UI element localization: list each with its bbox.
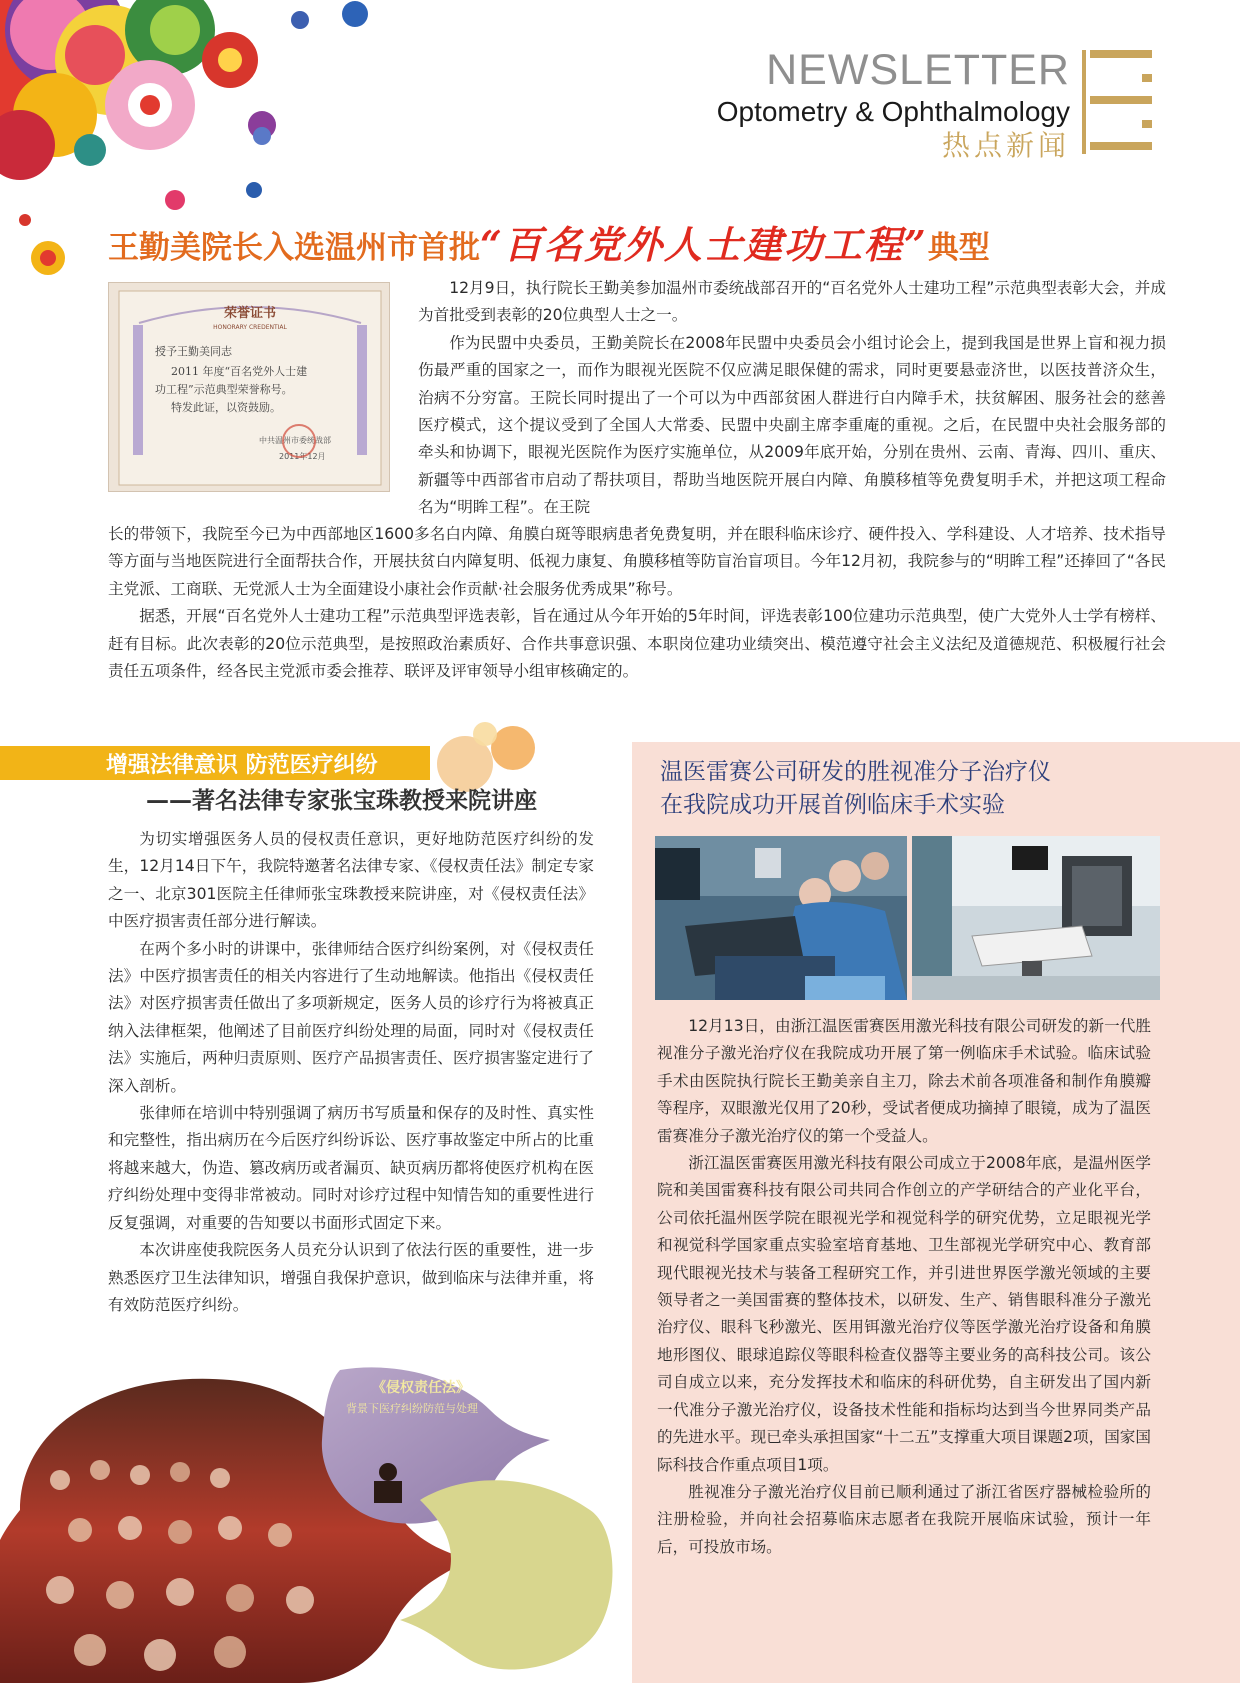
cert-heading-en: HONORARY CREDENTIAL [213,324,287,331]
article2-paragraph-2: 在两个多小时的讲课中，张律师结合医疗纠纷案例，对《侵权责任法》中医疗损害责任的相关内容进行了生动地解读。他指出《侵权责任法》对医疗损害责任做出了多项新规定，医务人员的诊疗行为将被真正纳入法律框架，他阐述了目前医疗纠纷处理的局面，同时对《侵权责任法》实施后，两种归责原则、医疗产品损害责任、医疗损害鉴定进行了深入剖析。 [108,939,594,1095]
cert-heading: 荣誉证书 [223,306,277,321]
cert-line-3: 功工程”示范典型荣誉称号。 [155,383,293,396]
article2-subtitle: ——著名法律专家张宝珠教授来院讲座 [146,788,537,814]
cert-line-4: 特发此证，以资鼓励。 [171,401,281,414]
article1-paragraph-2: 作为民盟中央委员，王勤美院长在2008年民盟中央委员会小组讨论会上，提到我国是世界上盲和视力损伤最严重的国家之一，而作为眼视光医院不仅应满足眼保健的需求，同时更要悬壶济世，以医技普济众生，治病不分穷富。王院长同时提出了一个可以为中西部贫困人群进行白内障手术，扶贫解困、服务社会的慈善医疗模式，这个提议受到了全国人大常委、民盟中央副主席李重庵的重视。之后，在民盟中央社会服务部的牵头和协调下，眼视光医院作为医疗实施单位，从2009年底开始，分别在贵州、云南、青海、四川、重庆、新疆等中西部省市启动了帮扶项目，帮助当地医院开展白内障、角膜移植等免费复明手术，并把这项工程命名为“明眸工程”。在王院 [418,333,1166,517]
cert-issuer: 中共温州市委统战部 [259,436,331,445]
article2-body [108,826,594,1319]
certificate-image [109,283,390,492]
article1-paragraph-1: 12月9日，执行院长王勤美参加温州市委统战部召开的“百名党外人士建功工程”示范典型表彰大会，并成为首批受到表彰的20位典型人士之一。 [418,279,1166,325]
newsletter-subtitle: Optometry & Ophthalmology [716,96,1070,127]
article1-body-full [108,521,1166,685]
masthead [717,44,1070,164]
slide-subtitle: 背景下医疗纠纷防范与处理 [346,1402,478,1415]
laser-device-photo [912,836,1160,1000]
masthead-bars-icon [1082,50,1162,154]
article1-title-quote: “百名党外人士建功工程” [480,222,928,267]
article2-paragraph-3: 张律师在培训中特别强调了病历书写质量和保存的及时性、真实性和完整性，指出病历在今后医疗纠纷诉讼、医疗事故鉴定中所占的比重将越来越大，伪造、篡改病历或者漏页、缺页病历都将使医疗机构在医疗纠纷处理中变得非常被动。同时对诊疗过程中知情告知的重要性进行反复强调，对重要的告知要以书面形式固定下来。 [108,1104,594,1232]
slide-title: 《侵权责任法》 [372,1380,470,1396]
article1-title-pre: 王勤美院长入选温州市首批 [108,230,480,266]
article3-title [660,756,1051,822]
lecture-photo-collage [0,1360,640,1683]
section-label: 热点新闻 [941,129,1070,162]
article1-body-right [418,275,1166,522]
article2-paragraph-4: 本次讲座使我院医务人员充分认识到了依法行医的重要性，进一步熟悉医疗卫生法律知识，增强自我保护意识，做到临床与法律并重，将有效防范医疗纠纷。 [108,1241,594,1314]
article1-paragraph-2-continued: 长的带领下，我院至今已为中西部地区1600多名白内障、角膜白斑等眼病患者免费复明，并在眼科临床诊疗、硬件投入、学科建设、人才培养、技术指导等方面与当地医院进行全面帮扶合作，开展扶贫白内障复明、低视力康复、角膜移植等防盲治盲项目。今年12月初，我院参与的“明眸工程”还捧回了“各民主党派、工商联、无党派人士为全面建设小康社会作贡献·社会服务优秀成果”称号。 [108,525,1166,598]
article3-paragraph-3: 胜视准分子激光治疗仪目前已顺利通过了浙江省医疗器械检验所的注册检验，并向社会招募临床志愿者在我院开展临床试验，预计一年后，可投放市场。 [657,1482,1151,1556]
article2-paragraph-1: 为切实增强医务人员的侵权责任意识，更好地防范医疗纠纷的发生，12月14日下午，我院特邀著名法律专家、《侵权责任法》制定专家之一、北京301医院主任律师张宝珠教授来院讲座，对《侵权责任法》中医疗损害责任部分进行解读。 [108,830,594,931]
article1-title-post: 典型 [927,230,990,266]
article3-body [657,1013,1151,1561]
cert-line-1: 授予王勤美同志 [155,345,232,358]
article1-title [108,214,1158,269]
article3-paragraph-2: 浙江温医雷赛医用激光科技有限公司成立于2008年底，是温州医学院和美国雷赛科技有限公司共同合作创立的产学研结合的产业化平台，公司依托温州医学院在眼视光学和视觉科学的研究优势，立足眼视光学和视觉科学国家重点实验室培育基地、卫生部视光学研究中心、教育部现代眼视光技术与装备工程研究工作，并引进世界医学激光领域的主要领导者之一美国雷赛的整体技术，以研发、生产、销售眼科准分子激光治疗仪、眼科飞秒激光、医用铒激光治疗仪等医学激光治疗设备和角膜地形图仪、眼球追踪仪等眼科检查仪器等主要业务的高科技公司。该公司自成立以来，充分发挥技术和临床的科研优势，自主研发出了国内新一代准分子激光治疗仪，设备技术性能和指标均达到当今世界同类产品的先进水平。现已牵头承担国家“十二五”支撑重大项目课题2项，国家国际科技合作重点项目1项。 [657,1154,1151,1474]
article2-title: 增强法律意识 防范医疗纠纷 [106,753,378,778]
newsletter-title: NEWSLETTER [766,46,1070,94]
cert-date: 2011年12月 [279,452,326,461]
article3-title-line-2: 在我院成功开展首例临床手术实验 [660,792,1005,818]
article3-paragraph-1: 12月13日，由浙江温医雷赛医用激光科技有限公司研发的新一代胜视准分子激光治疗仪在我院成功开展了第一例临床手术试验。临床试验手术由医院执行院长王勤美亲自主刀，除去术前各项准备和制作角膜瓣等程序，双眼激光仅用了20秒，受试者便成功摘掉了眼镜，成为了温医雷赛准分子激光治疗仪的第一个受益人。 [657,1017,1151,1145]
cert-line-2: 2011 年度“百名党外人士建 [171,365,308,378]
article1-paragraph-3: 据悉，开展“百名党外人士建功工程”示范典型评选表彰，旨在通过从今年开始的5年时间，评选表彰100位建功示范典型，使广大党外人士学有榜样、赶有目标。此次表彰的20位示范典型，是按照政治素质好、合作共事意识强、本职岗位建功业绩突出、模范遵守社会主义法纪及道德规范、积极履行社会责任五项条件，经各民主党派市委会推荐、联评及评审领导小组审核确定的。 [108,607,1166,681]
surgery-photo [655,836,907,1000]
article3-title-line-1: 温医雷赛公司研发的胜视准分子治疗仪 [660,759,1051,785]
certificate-photo [108,282,390,492]
